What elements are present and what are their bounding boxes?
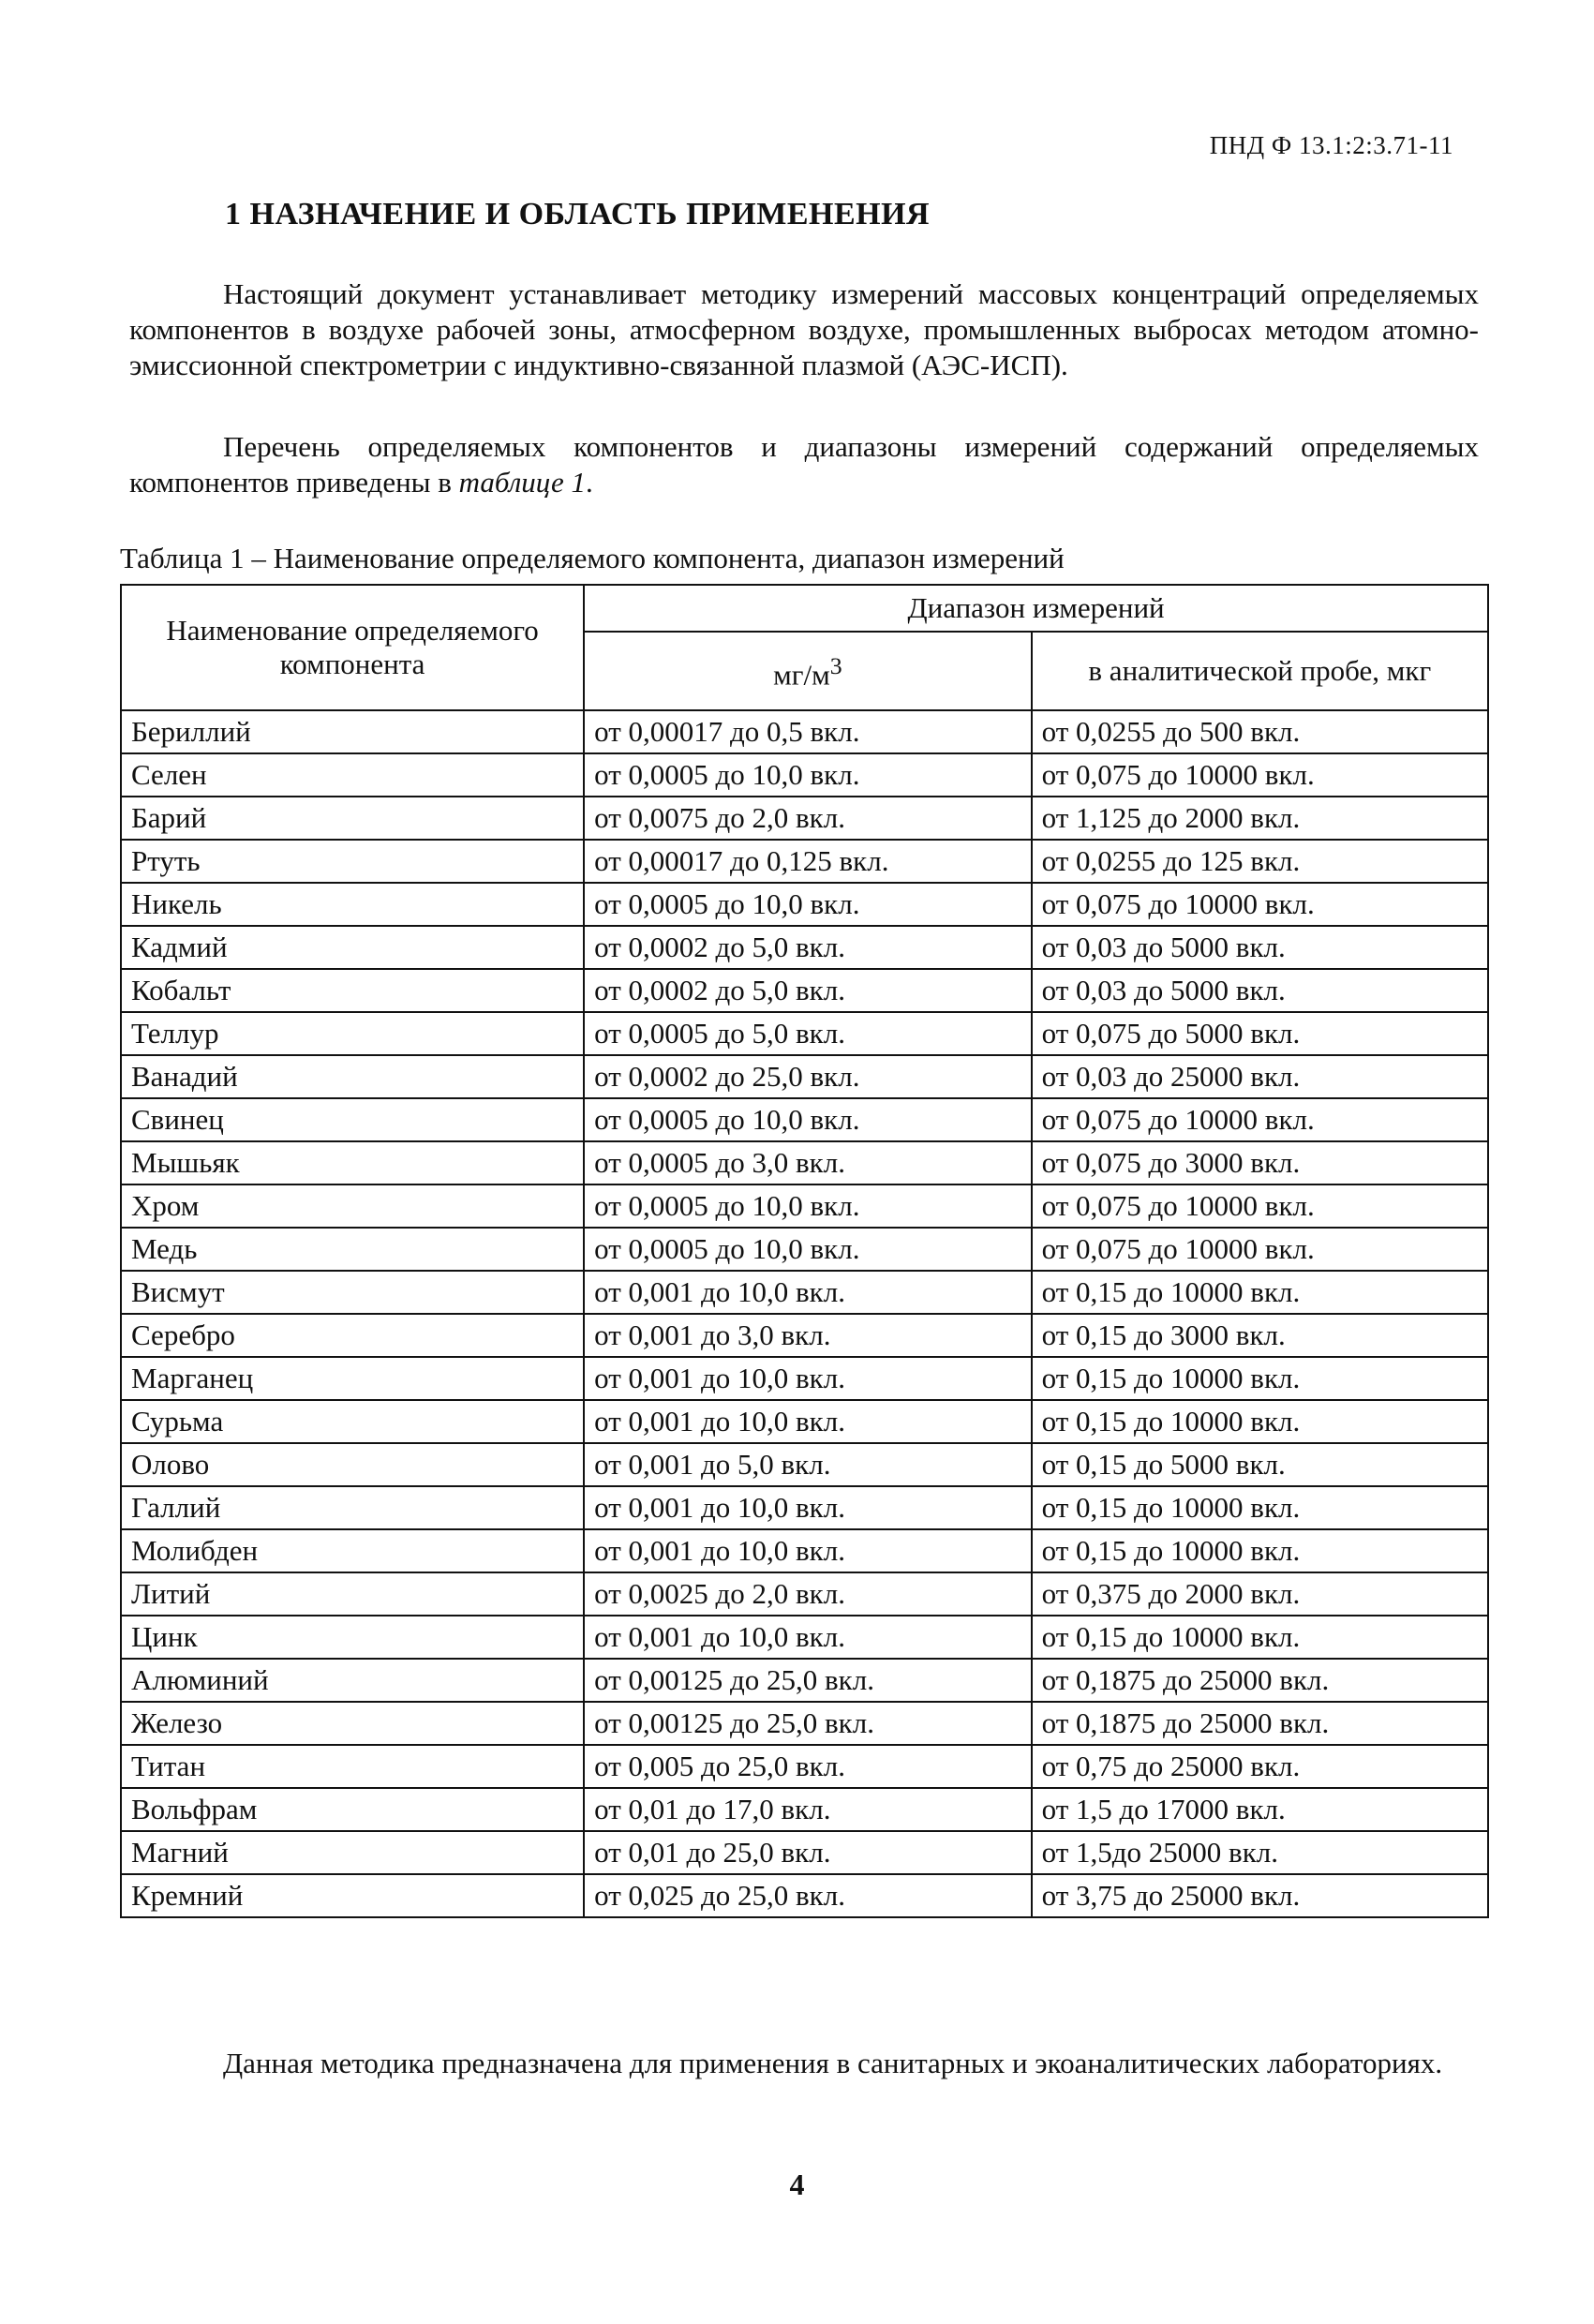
range-mkg-cell: от 0,15 до 10000 вкл. [1032,1400,1488,1443]
table-row [121,1098,1488,1141]
section-title: 1 НАЗНАЧЕНИЕ И ОБЛАСТЬ ПРИМЕНЕНИЯ [225,197,931,231]
range-mkg-cell: от 0,15 до 3000 вкл. [1032,1314,1488,1357]
range-mkg-cell: от 0,0255 до 500 вкл. [1032,710,1488,753]
table-row [121,753,1488,797]
table-row [121,1228,1488,1271]
component-name-cell: Никель [121,883,584,926]
table-row [121,969,1488,1012]
range-mg-cell: от 0,0005 до 10,0 вкл. [584,883,1032,926]
range-mkg-cell: от 0,075 до 10000 вкл. [1032,1228,1488,1271]
component-name-cell: Ванадий [121,1055,584,1098]
component-name-cell: Литий [121,1572,584,1616]
range-mkg-cell: от 0,15 до 10000 вкл. [1032,1271,1488,1314]
component-name-cell: Цинк [121,1616,584,1659]
table-row [121,1141,1488,1184]
table-header-row [121,585,1488,632]
range-mkg-cell: от 0,075 до 5000 вкл. [1032,1012,1488,1055]
table-row [121,1831,1488,1874]
range-mg-cell: от 0,001 до 10,0 вкл. [584,1486,1032,1529]
range-mg-cell: от 0,001 до 10,0 вкл. [584,1400,1032,1443]
table-row [121,1529,1488,1572]
range-mkg-cell: от 0,15 до 10000 вкл. [1032,1616,1488,1659]
component-name-cell: Кобальт [121,969,584,1012]
range-mkg-cell: от 1,5 до 17000 вкл. [1032,1788,1488,1831]
range-mg-cell: от 0,0075 до 2,0 вкл. [584,797,1032,840]
table-row [121,710,1488,753]
table-row [121,1702,1488,1745]
range-mg-cell: от 0,0025 до 2,0 вкл. [584,1572,1032,1616]
range-mg-cell: от 0,001 до 10,0 вкл. [584,1616,1032,1659]
table-row [121,883,1488,926]
table-row [121,1745,1488,1788]
range-mkg-cell: от 0,075 до 10000 вкл. [1032,1098,1488,1141]
component-name-cell: Кремний [121,1874,584,1917]
range-mg-cell: от 0,0002 до 25,0 вкл. [584,1055,1032,1098]
component-name-cell: Титан [121,1745,584,1788]
range-mg-cell: от 0,00125 до 25,0 вкл. [584,1659,1032,1702]
range-mkg-cell: от 0,075 до 10000 вкл. [1032,1184,1488,1228]
table-row [121,1486,1488,1529]
component-name-cell: Кадмий [121,926,584,969]
table-row [121,1788,1488,1831]
table-row [121,1659,1488,1702]
component-name-cell: Олово [121,1443,584,1486]
range-mkg-cell: от 1,125 до 2000 вкл. [1032,797,1488,840]
range-mkg-cell: от 0,03 до 25000 вкл. [1032,1055,1488,1098]
range-mg-cell: от 0,0005 до 10,0 вкл. [584,1184,1032,1228]
component-name-cell: Галлий [121,1486,584,1529]
component-name-cell: Свинец [121,1098,584,1141]
range-mg-cell: от 0,001 до 5,0 вкл. [584,1443,1032,1486]
range-mg-cell: от 0,0005 до 10,0 вкл. [584,1098,1032,1141]
range-mg-cell: от 0,001 до 10,0 вкл. [584,1529,1032,1572]
range-mkg-cell: от 0,03 до 5000 вкл. [1032,926,1488,969]
range-mg-cell: от 0,001 до 10,0 вкл. [584,1357,1032,1400]
component-name-cell: Теллур [121,1012,584,1055]
ranges-table [120,584,1489,1918]
component-name-cell: Хром [121,1184,584,1228]
range-mg-cell: от 0,0005 до 10,0 вкл. [584,753,1032,797]
table-caption: Таблица 1 – Наименование определяемого компонента, диапазон измерений [120,542,1065,574]
range-mkg-cell: от 0,375 до 2000 вкл. [1032,1572,1488,1616]
range-mkg-cell: от 0,15 до 10000 вкл. [1032,1529,1488,1572]
range-mg-cell: от 0,0005 до 5,0 вкл. [584,1012,1032,1055]
components-paragraph-end: . [586,466,593,499]
range-mkg-cell: от 0,75 до 25000 вкл. [1032,1745,1488,1788]
component-name-cell: Бериллий [121,710,584,753]
range-mkg-cell: от 0,1875 до 25000 вкл. [1032,1659,1488,1702]
range-mg-cell: от 0,005 до 25,0 вкл. [584,1745,1032,1788]
range-mkg-cell: от 0,15 до 5000 вкл. [1032,1443,1488,1486]
range-mkg-cell: от 0,03 до 5000 вкл. [1032,969,1488,1012]
component-name-cell: Алюминий [121,1659,584,1702]
range-mkg-cell: от 0,075 до 3000 вкл. [1032,1141,1488,1184]
header-component-name: Наименование определяемого компонента [121,585,584,710]
range-mg-cell: от 0,0005 до 3,0 вкл. [584,1141,1032,1184]
range-mg-cell: от 0,0005 до 10,0 вкл. [584,1228,1032,1271]
table-body [121,710,1488,1917]
component-name-cell: Сурьма [121,1400,584,1443]
component-name-cell: Висмут [121,1271,584,1314]
table-row [121,1443,1488,1486]
component-name-cell: Железо [121,1702,584,1745]
component-name-cell: Барий [121,797,584,840]
table-row [121,1271,1488,1314]
header-mg-unit: мг/м [773,658,830,692]
table-row [121,1874,1488,1917]
component-name-cell: Вольфрам [121,1788,584,1831]
range-mkg-cell: от 0,1875 до 25000 вкл. [1032,1702,1488,1745]
header-sample-mkg: в аналитической пробе, мкг [1032,632,1488,710]
document-code: ПНД Ф 13.1:2:3.71-11 [1209,131,1453,159]
component-name-cell: Селен [121,753,584,797]
range-mkg-cell: от 3,75 до 25000 вкл. [1032,1874,1488,1917]
component-name-cell: Медь [121,1228,584,1271]
range-mg-cell: от 0,01 до 25,0 вкл. [584,1831,1032,1874]
header-mg-per-m3 [584,632,1032,710]
range-mg-cell: от 0,025 до 25,0 вкл. [584,1874,1032,1917]
table-row [121,1314,1488,1357]
table-row [121,1055,1488,1098]
component-name-cell: Марганец [121,1357,584,1400]
component-name-cell: Ртуть [121,840,584,883]
components-paragraph-text: Перечень определяемых компонентов и диапазоны измерений содержаний определяемых компонентов приведены в [129,430,1479,499]
component-name-cell: Серебро [121,1314,584,1357]
header-range: Диапазон измерений [584,585,1488,632]
range-mkg-cell: от 0,0255 до 125 вкл. [1032,840,1488,883]
table-row [121,926,1488,969]
purpose-paragraph: Данная методика предназначена для применения в санитарных и экоаналитических лабораториях. [223,2047,1443,2079]
intro-paragraph: Настоящий документ устанавливает методику измерений массовых концентраций определяемых компонентов в воздухе рабочей зоны, атмосферном воздухе, промышленных выбросах методом атомно-эмиссионной спектрометрии с индуктивно-связанной плазмой (АЭС-ИСП). [129,277,1479,381]
range-mg-cell: от 0,00017 до 0,5 вкл. [584,710,1032,753]
table-row [121,1012,1488,1055]
table-row [121,1616,1488,1659]
components-paragraph [129,429,1479,500]
table-row [121,1357,1488,1400]
table-row [121,797,1488,840]
range-mg-cell: от 0,00125 до 25,0 вкл. [584,1702,1032,1745]
range-mkg-cell: от 0,075 до 10000 вкл. [1032,883,1488,926]
range-mkg-cell: от 1,5до 25000 вкл. [1032,1831,1488,1874]
component-name-cell: Мышьяк [121,1141,584,1184]
range-mg-cell: от 0,001 до 10,0 вкл. [584,1271,1032,1314]
table-row [121,1400,1488,1443]
range-mg-cell: от 0,0002 до 5,0 вкл. [584,926,1032,969]
range-mkg-cell: от 0,15 до 10000 вкл. [1032,1357,1488,1400]
range-mg-cell: от 0,001 до 3,0 вкл. [584,1314,1032,1357]
range-mkg-cell: от 0,15 до 10000 вкл. [1032,1486,1488,1529]
table-row [121,1184,1488,1228]
table-row [121,1572,1488,1616]
component-name-cell: Магний [121,1831,584,1874]
table-reference: таблице 1 [458,466,587,499]
page-number: 4 [789,2168,805,2201]
range-mg-cell: от 0,00017 до 0,125 вкл. [584,840,1032,883]
header-mg-exponent: 3 [829,652,842,680]
component-name-cell: Молибден [121,1529,584,1572]
range-mg-cell: от 0,01 до 17,0 вкл. [584,1788,1032,1831]
range-mg-cell: от 0,0002 до 5,0 вкл. [584,969,1032,1012]
table-row [121,840,1488,883]
range-mkg-cell: от 0,075 до 10000 вкл. [1032,753,1488,797]
